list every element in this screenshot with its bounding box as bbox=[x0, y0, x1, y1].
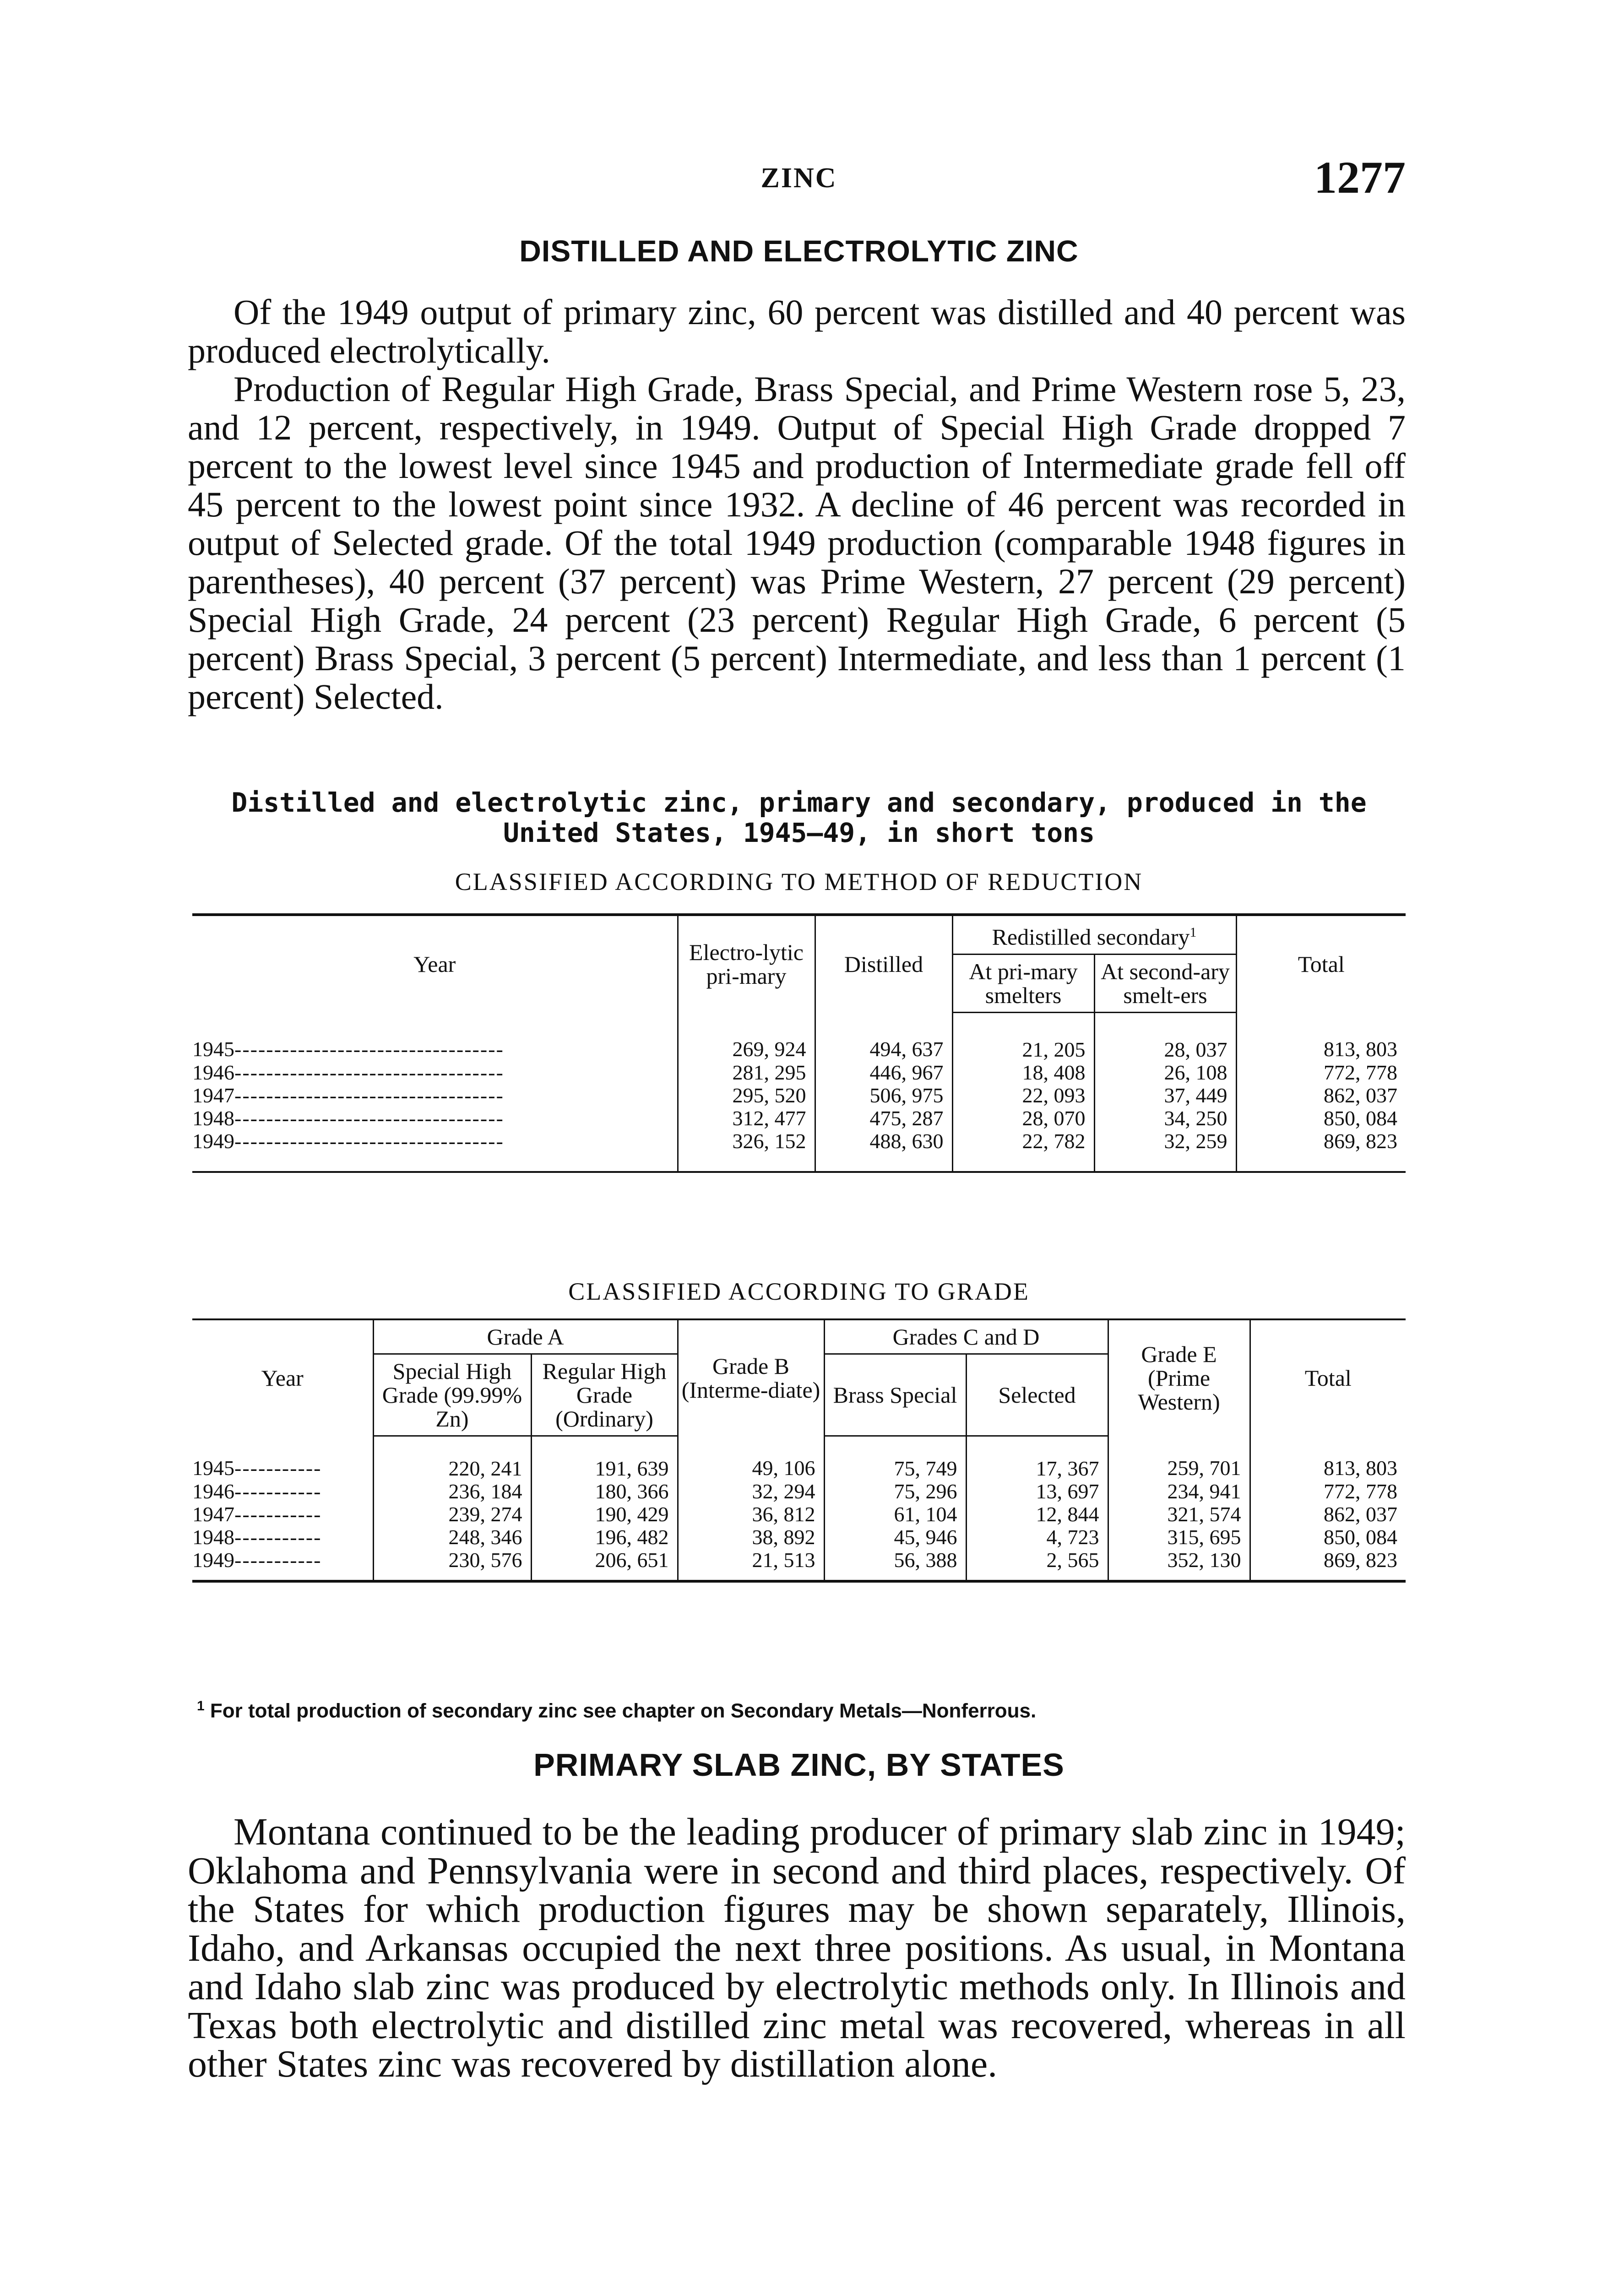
paragraph: Production of Regular High Grade, Brass Special, and Prime Western rose 5, 23, and 12 percent, respectively, in 1949. Output of Special High Grade dropped 7 percent to the lowest level since 1945 and production of Intermediate grade fell off 45 percent to the lowest point since 1932. A decline of 46 percent was recorded in output of Selected grade. Of the total 1949 production (comparable 1948 figures in parentheses), 40 percent (37 percent) was Prime Western, 27 percent (29 percent) Special High Grade, 24 percent (23 percent) Regular High Grade, 6 percent (5 percent) Brass Special, 3 percent (5 percent) Intermediate, and less than 1 percent (1 percent) Selected. bbox=[188, 369, 1406, 716]
col-header-total: Total bbox=[1250, 1319, 1406, 1436]
cell-brass-special: 75, 296 bbox=[824, 1480, 966, 1503]
cell-total: 850, 084 bbox=[1250, 1526, 1406, 1549]
footnote-marker: 1 bbox=[197, 1698, 205, 1714]
cell-at-secondary: 34, 250 bbox=[1094, 1107, 1236, 1130]
table-row bbox=[192, 1549, 1406, 1581]
cell-regular-high: 190, 429 bbox=[531, 1503, 678, 1526]
cell-total: 862, 037 bbox=[1236, 1084, 1406, 1107]
cell-distilled: 475, 287 bbox=[815, 1107, 952, 1130]
section-body-distilled bbox=[188, 293, 1406, 716]
row-year: 1949---------------------------------- bbox=[192, 1129, 504, 1153]
cell-electrolytic: 295, 520 bbox=[678, 1084, 815, 1107]
col-header-selected: Selected bbox=[966, 1354, 1108, 1436]
col-header-at-primary: At pri-mary smelters bbox=[952, 954, 1094, 1012]
row-year: 1947----------- bbox=[192, 1502, 322, 1526]
cell-total: 772, 778 bbox=[1236, 1061, 1406, 1084]
cell-at-primary: 18, 408 bbox=[952, 1061, 1094, 1084]
row-year: 1947---------------------------------- bbox=[192, 1083, 504, 1107]
row-year: 1946----------- bbox=[192, 1480, 322, 1503]
paragraph: Montana continued to be the leading producer of primary slab zinc in 1949; Oklahoma and Pennsylvania were in second and third places, respectively. Of the States for which production figures may be shown separately, Illinois, Idaho, and Arkansas occupied the next three positions. As usual, in Montana and Idaho slab zinc was produced by electrolytic methods only. In Illinois and Texas both electrolytic and distilled zinc metal was recovered, whereas in all other States zinc was recovered by distillation alone. bbox=[188, 1811, 1406, 2085]
cell-at-secondary: 32, 259 bbox=[1094, 1130, 1236, 1172]
row-year: 1945----------- bbox=[192, 1456, 322, 1480]
cell-electrolytic: 281, 295 bbox=[678, 1061, 815, 1084]
page-number: 1277 bbox=[1314, 152, 1406, 203]
row-year: 1948---------------------------------- bbox=[192, 1106, 504, 1130]
table-by-grade bbox=[192, 1318, 1406, 1583]
col-header-electrolytic: Electro-lytic pri-mary bbox=[678, 915, 815, 1012]
cell-total: 862, 037 bbox=[1250, 1503, 1406, 1526]
cell-brass-special: 56, 388 bbox=[824, 1549, 966, 1581]
redistilled-label: Redistilled secondary bbox=[992, 924, 1190, 950]
cell-special-high: 220, 241 bbox=[373, 1436, 531, 1481]
cell-total: 813, 803 bbox=[1236, 1012, 1406, 1061]
row-year: 1945---------------------------------- bbox=[192, 1037, 504, 1061]
cell-regular-high: 206, 651 bbox=[531, 1549, 678, 1581]
cell-grade-e: 315, 695 bbox=[1108, 1526, 1250, 1549]
cell-grade-b: 32, 294 bbox=[678, 1480, 824, 1503]
table-footnote bbox=[192, 1698, 1406, 1723]
cell-special-high: 248, 346 bbox=[373, 1526, 531, 1549]
table-row bbox=[192, 1061, 1406, 1084]
running-title: ZINC bbox=[760, 163, 837, 194]
cell-grade-e: 259, 701 bbox=[1108, 1436, 1250, 1481]
cell-special-high: 239, 274 bbox=[373, 1503, 531, 1526]
table-row bbox=[192, 1503, 1406, 1526]
running-head bbox=[192, 151, 1406, 201]
cell-grade-b: 21, 513 bbox=[678, 1549, 824, 1581]
col-header-redistilled-group bbox=[952, 915, 1236, 954]
cell-brass-special: 75, 749 bbox=[824, 1436, 966, 1481]
cell-selected: 13, 697 bbox=[966, 1480, 1108, 1503]
cell-distilled: 488, 630 bbox=[815, 1130, 952, 1172]
col-header-grade-e: Grade E (Prime Western) bbox=[1108, 1319, 1250, 1436]
table-row bbox=[192, 1480, 1406, 1503]
cell-at-primary: 21, 205 bbox=[952, 1012, 1094, 1061]
cell-electrolytic: 269, 924 bbox=[678, 1012, 815, 1061]
col-header-special-high-grade: Special High Grade (99.99% Zn) bbox=[373, 1354, 531, 1436]
table-row bbox=[192, 1084, 1406, 1107]
cell-grade-e: 352, 130 bbox=[1108, 1549, 1250, 1581]
cell-grade-e: 234, 941 bbox=[1108, 1480, 1250, 1503]
table-subheading-grade: CLASSIFIED ACCORDING TO GRADE bbox=[568, 1278, 1030, 1305]
cell-selected: 4, 723 bbox=[966, 1526, 1108, 1549]
table-method-of-reduction bbox=[192, 913, 1406, 1173]
col-header-grades-cd: Grades C and D bbox=[824, 1319, 1108, 1354]
paragraph: Of the 1949 output of primary zinc, 60 percent was distilled and 40 percent was produced electrolytically. bbox=[188, 292, 1406, 370]
cell-electrolytic: 312, 477 bbox=[678, 1107, 815, 1130]
cell-at-secondary: 37, 449 bbox=[1094, 1084, 1236, 1107]
cell-brass-special: 45, 946 bbox=[824, 1526, 966, 1549]
cell-distilled: 494, 637 bbox=[815, 1012, 952, 1061]
cell-special-high: 236, 184 bbox=[373, 1480, 531, 1503]
cell-total: 813, 803 bbox=[1250, 1436, 1406, 1481]
cell-selected: 2, 565 bbox=[966, 1549, 1108, 1581]
cell-regular-high: 191, 639 bbox=[531, 1436, 678, 1481]
cell-grade-b: 36, 812 bbox=[678, 1503, 824, 1526]
row-year: 1948----------- bbox=[192, 1525, 322, 1549]
cell-selected: 12, 844 bbox=[966, 1503, 1108, 1526]
col-header-year: Year bbox=[261, 1365, 304, 1391]
cell-special-high: 230, 576 bbox=[373, 1549, 531, 1581]
cell-at-primary: 28, 070 bbox=[952, 1107, 1094, 1130]
cell-regular-high: 180, 366 bbox=[531, 1480, 678, 1503]
section-heading-distilled-electrolytic: DISTILLED AND ELECTROLYTIC ZINC bbox=[519, 234, 1079, 268]
cell-electrolytic: 326, 152 bbox=[678, 1130, 815, 1172]
table-row bbox=[192, 1526, 1406, 1549]
cell-grade-e: 321, 574 bbox=[1108, 1503, 1250, 1526]
cell-regular-high: 196, 482 bbox=[531, 1526, 678, 1549]
cell-total: 850, 084 bbox=[1236, 1107, 1406, 1130]
cell-selected: 17, 367 bbox=[966, 1436, 1108, 1481]
table-subheading-method: CLASSIFIED ACCORDING TO METHOD OF REDUCTION bbox=[455, 868, 1143, 895]
col-header-at-secondary: At second-ary smelt-ers bbox=[1094, 954, 1236, 1012]
col-header-regular-high-grade: Regular High Grade (Ordinary) bbox=[531, 1354, 678, 1436]
row-year: 1946---------------------------------- bbox=[192, 1060, 504, 1084]
cell-at-secondary: 28, 037 bbox=[1094, 1012, 1236, 1061]
col-header-distilled: Distilled bbox=[815, 915, 952, 1012]
footnote-text: For total production of secondary zinc see chapter on Secondary Metals—Nonferrous. bbox=[210, 1699, 1037, 1722]
table-row bbox=[192, 1012, 1406, 1061]
cell-total: 869, 823 bbox=[1250, 1549, 1406, 1581]
cell-at-secondary: 26, 108 bbox=[1094, 1061, 1236, 1084]
cell-at-primary: 22, 782 bbox=[952, 1130, 1094, 1172]
section-body-primary-slab bbox=[188, 1813, 1406, 2084]
table-row bbox=[192, 1436, 1406, 1481]
cell-brass-special: 61, 104 bbox=[824, 1503, 966, 1526]
col-header-grade-a: Grade A bbox=[373, 1319, 678, 1354]
row-year: 1949----------- bbox=[192, 1548, 322, 1572]
col-header-total: Total bbox=[1236, 915, 1406, 1012]
col-header-brass-special: Brass Special bbox=[824, 1354, 966, 1436]
section-heading-primary-slab: PRIMARY SLAB ZINC, BY STATES bbox=[533, 1747, 1065, 1783]
cell-at-primary: 22, 093 bbox=[952, 1084, 1094, 1107]
cell-distilled: 446, 967 bbox=[815, 1061, 952, 1084]
col-header-grade-b: Grade B (Interme-diate) bbox=[678, 1319, 824, 1436]
footnote-marker: 1 bbox=[1189, 925, 1197, 940]
cell-total: 772, 778 bbox=[1250, 1480, 1406, 1503]
table-row bbox=[192, 1130, 1406, 1172]
table-row bbox=[192, 1107, 1406, 1130]
cell-grade-b: 38, 892 bbox=[678, 1526, 824, 1549]
col-header-year: Year bbox=[413, 951, 456, 977]
cell-grade-b: 49, 106 bbox=[678, 1436, 824, 1481]
cell-distilled: 506, 975 bbox=[815, 1084, 952, 1107]
cell-total: 869, 823 bbox=[1236, 1130, 1406, 1172]
table-caption: Distilled and electrolytic zinc, primary and secondary, produced in the United States, 1945–49, in short tons bbox=[231, 787, 1367, 848]
